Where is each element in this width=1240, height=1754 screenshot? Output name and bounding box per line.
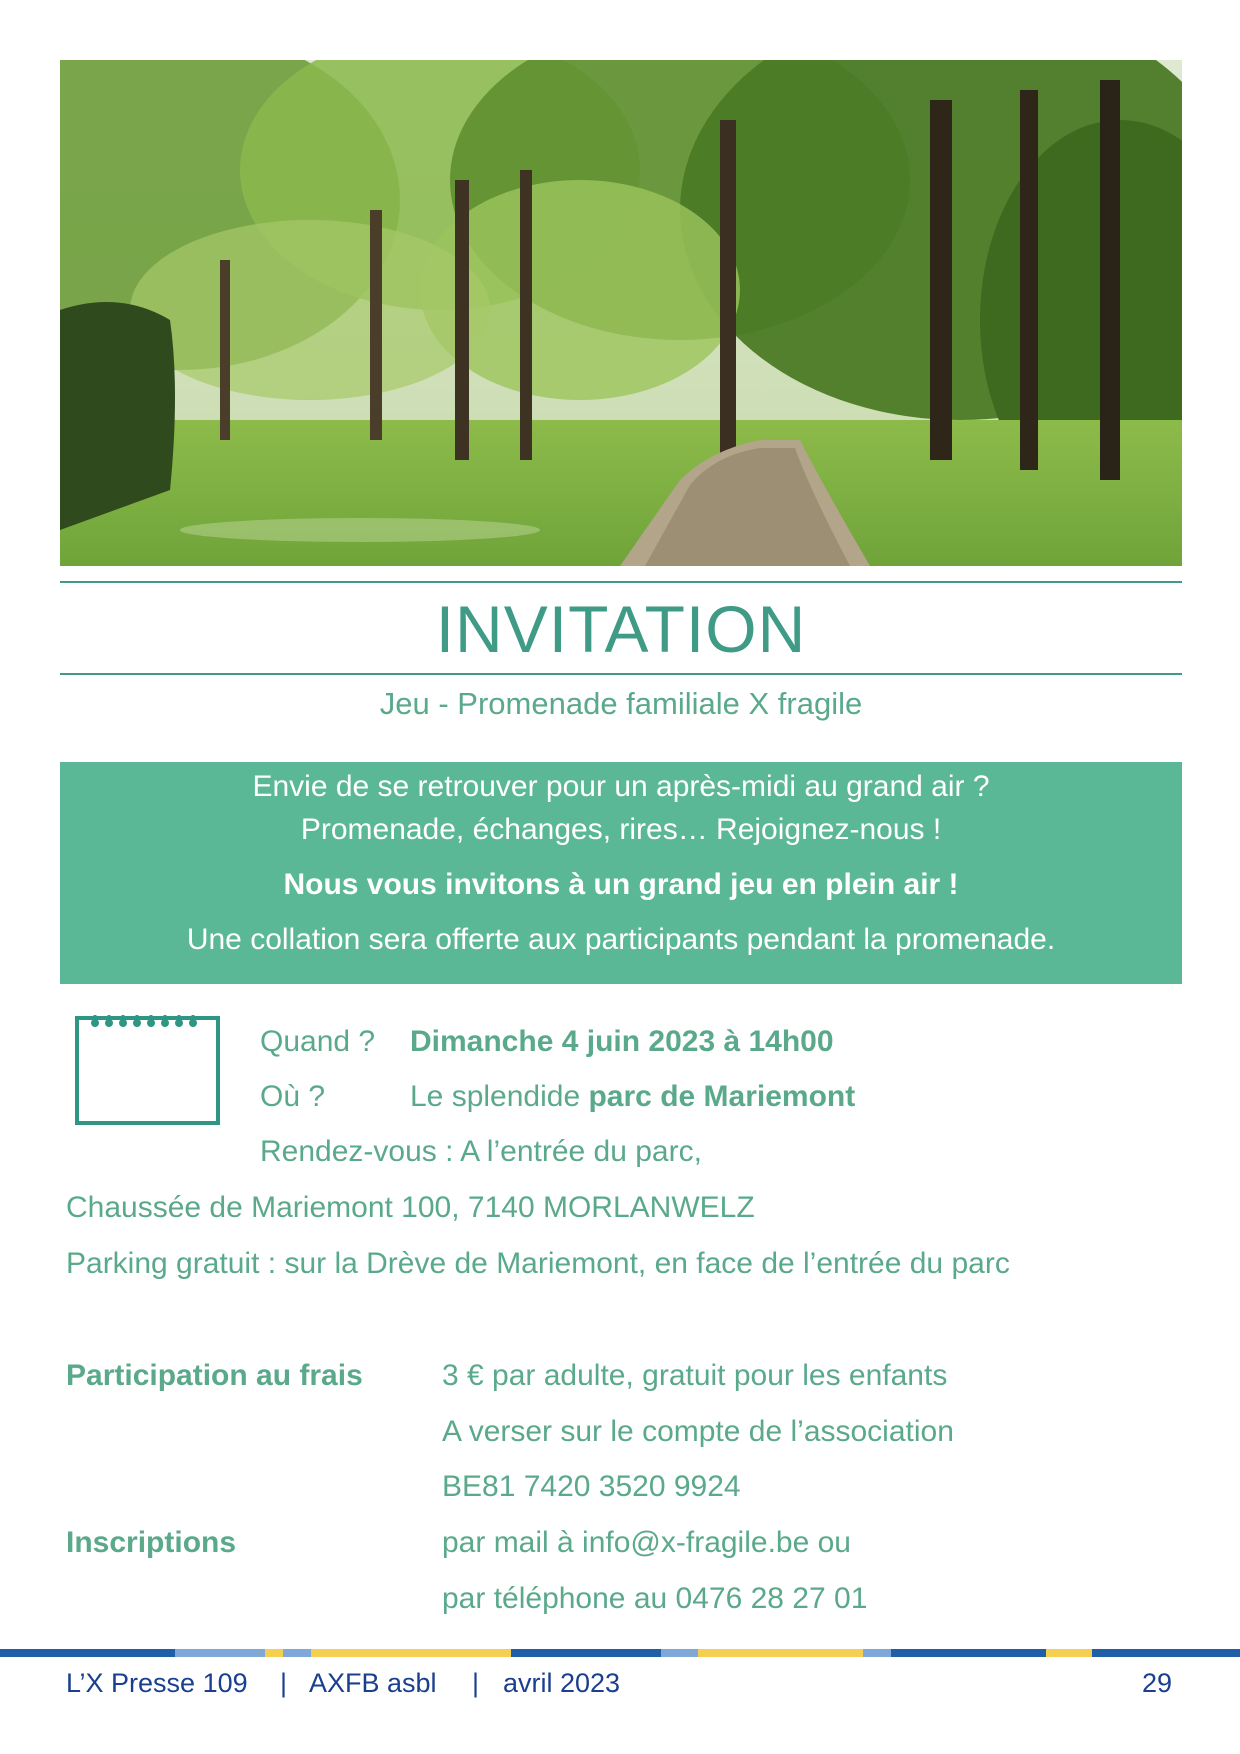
- parking-info: Parking gratuit : sur la Drève de Mariemont, en face de l’entrée du parc: [66, 1247, 1010, 1280]
- fees-line-2: A verser sur le compte de l’association: [442, 1415, 954, 1448]
- banner-line-2: Promenade, échanges, rires… Rejoignez-nous !: [300, 813, 942, 846]
- park-path-photo: [60, 60, 1182, 566]
- fees-label: Participation au frais: [66, 1359, 363, 1392]
- title-divider: [60, 673, 1182, 675]
- where-label: Où ?: [260, 1080, 326, 1113]
- footer-separator-2: |: [472, 1668, 480, 1698]
- footer-date: avril 2023: [503, 1668, 621, 1698]
- where-prefix: Le splendide: [410, 1080, 589, 1113]
- page-title: INVITATION: [435, 592, 807, 666]
- footer-organisation: AXFB asbl: [309, 1668, 437, 1698]
- park-path-illustration: [60, 60, 1182, 566]
- footer-separator-1: |: [280, 1668, 288, 1698]
- when-label: Quand ?: [260, 1025, 376, 1058]
- page-subtitle: Jeu - Promenade familiale X fragile: [379, 686, 863, 721]
- registration-label: Inscriptions: [66, 1526, 237, 1559]
- where-value: parc de Mariemont: [588, 1080, 856, 1113]
- footer-publication: L’X Presse 109: [66, 1668, 248, 1698]
- registration-phone: par téléphone au 0476 28 27 01: [442, 1582, 868, 1615]
- meeting-point: Rendez-vous : A l’entrée du parc,: [260, 1135, 702, 1168]
- footer-color-bar: [0, 1649, 1240, 1657]
- page-number: 29: [1142, 1668, 1173, 1698]
- when-value: Dimanche 4 juin 2023 à 14h00: [410, 1025, 834, 1058]
- banner-line-4: Une collation sera offerte aux participants pendant la promenade.: [186, 923, 1056, 956]
- intro-banner: [60, 762, 1182, 984]
- calendar-icon: [75, 1013, 220, 1125]
- top-divider: [60, 581, 1182, 583]
- bank-account: BE81 7420 3520 9924: [442, 1470, 741, 1503]
- fees-line-1: 3 € par adulte, gratuit pour les enfants: [442, 1359, 948, 1392]
- address: Chaussée de Mariemont 100, 7140 MORLANWELZ: [66, 1191, 755, 1224]
- banner-line-3: Nous vous invitons à un grand jeu en plein air !: [283, 868, 959, 901]
- where-line: [410, 1077, 855, 1117]
- registration-email: par mail à info@x-fragile.be ou: [442, 1526, 851, 1559]
- banner-line-1: Envie de se retrouver pour un après-midi au grand air ?: [252, 770, 990, 803]
